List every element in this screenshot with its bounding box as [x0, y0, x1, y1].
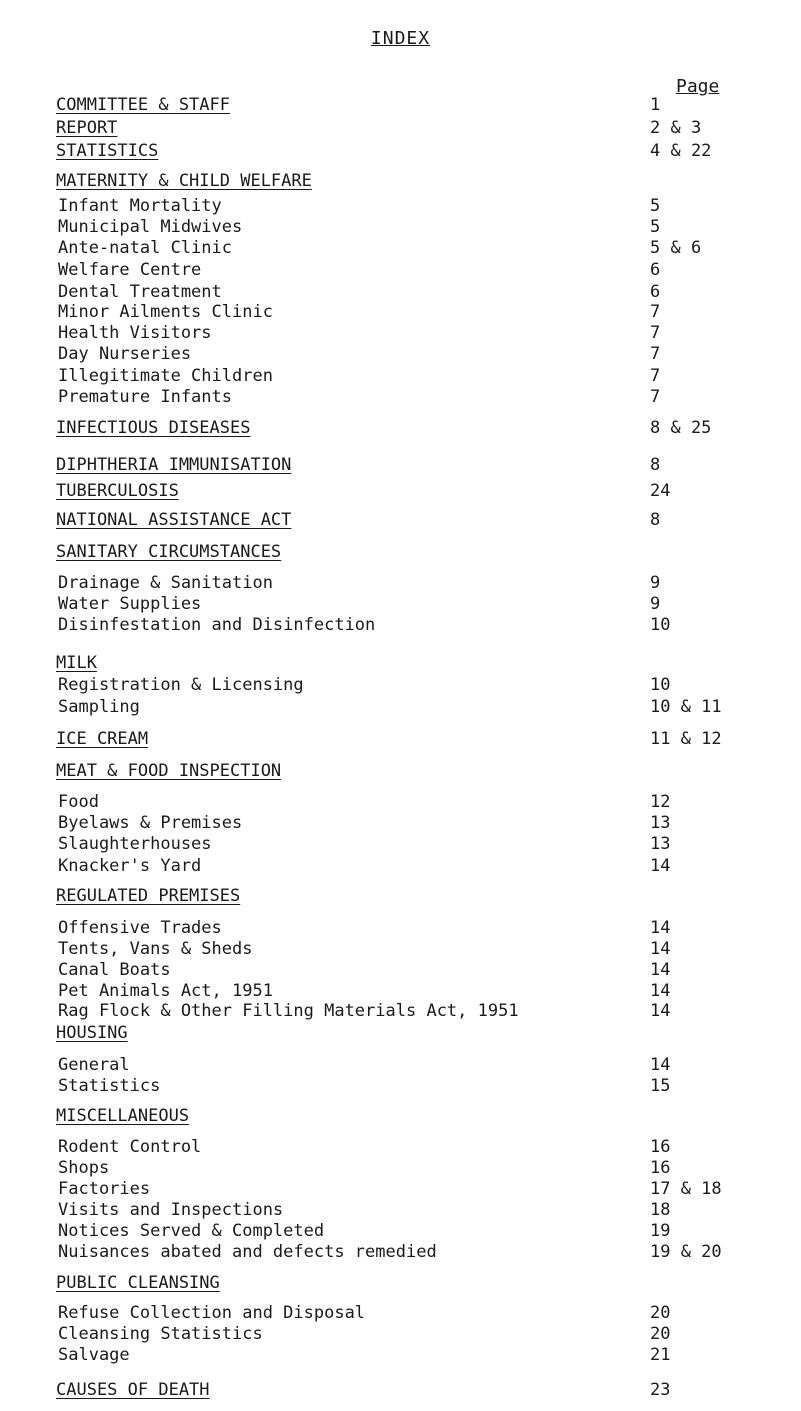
entry-label: Slaughterhouses: [58, 834, 212, 854]
page-number: 14: [650, 939, 671, 959]
entry-label: Tents, Vans & Sheds: [58, 939, 253, 959]
page-number: 10: [650, 615, 671, 635]
index-heading-row: [0, 455, 801, 479]
entry-label: Municipal Midwives: [58, 217, 243, 237]
index-heading-row: [0, 118, 801, 142]
index-heading-row: [0, 1380, 801, 1404]
entry-label: Infant Mortality: [58, 196, 222, 216]
page-number: 9: [650, 594, 661, 614]
index-entry-row: [0, 1076, 801, 1100]
entry-label: Minor Ailments Clinic: [58, 302, 273, 322]
index-entry-row: [0, 238, 801, 262]
page-number: 20: [650, 1303, 671, 1323]
page-number: 10 & 11: [650, 697, 722, 717]
entry-label: General: [58, 1055, 130, 1075]
entry-label: Welfare Centre: [58, 260, 202, 280]
section-heading: NATIONAL ASSISTANCE ACT: [56, 510, 292, 530]
page-number: 6: [650, 260, 661, 280]
page-number: 11 & 12: [650, 729, 722, 749]
index-entry-row: [0, 260, 801, 284]
section-heading: CAUSES OF DEATH: [56, 1380, 210, 1400]
index-heading-row: [0, 653, 801, 677]
index-entry-row: [0, 344, 801, 368]
page-number: 5: [650, 196, 661, 216]
index-entry-row: [0, 675, 801, 699]
entry-label: Pet Animals Act, 1951: [58, 981, 273, 1001]
section-heading: COMMITTEE & STAFF: [56, 95, 230, 115]
section-heading: ICE CREAM: [56, 729, 149, 749]
page-number: 8: [650, 455, 661, 475]
page-number: 4 & 22: [650, 141, 712, 161]
entry-label: Ante-natal Clinic: [58, 238, 232, 258]
page-number: 14: [650, 981, 671, 1001]
index-heading-row: [0, 1023, 801, 1047]
page-number: 21: [650, 1345, 671, 1365]
index-entry-row: [0, 1242, 801, 1266]
page-number: 14: [650, 918, 671, 938]
entry-label: Byelaws & Premises: [58, 813, 243, 833]
section-heading: INFECTIOUS DISEASES: [56, 418, 251, 438]
index-entry-row: [0, 1001, 801, 1025]
index-heading-row: [0, 95, 801, 119]
page-number: 16: [650, 1137, 671, 1157]
page-number: 20: [650, 1324, 671, 1344]
page-number: 10: [650, 675, 671, 695]
entry-label: Knacker's Yard: [58, 856, 202, 876]
entry-label: Water Supplies: [58, 594, 202, 614]
entry-label: Dental Treatment: [58, 282, 222, 302]
page-number: 6: [650, 282, 661, 302]
entry-label: Drainage & Sanitation: [58, 573, 273, 593]
entry-label: Premature Infants: [58, 387, 232, 407]
entry-label: Rodent Control: [58, 1137, 202, 1157]
page-number: 9: [650, 573, 661, 593]
section-heading: MISCELLANEOUS: [56, 1106, 190, 1126]
index-entry-row: [0, 615, 801, 639]
page-number: 19: [650, 1221, 671, 1241]
index-heading-row: [0, 729, 801, 753]
section-heading: PUBLIC CLEANSING: [56, 1273, 220, 1293]
section-heading: TUBERCULOSIS: [56, 481, 179, 501]
page-number: 2 & 3: [650, 118, 702, 138]
entry-label: Refuse Collection and Disposal: [58, 1303, 366, 1323]
page-number: 7: [650, 387, 661, 407]
page-number: 17 & 18: [650, 1179, 722, 1199]
entry-label: Canal Boats: [58, 960, 171, 980]
page-number: 1: [650, 95, 661, 115]
index-heading-row: [0, 418, 801, 442]
section-heading: REPORT: [56, 118, 118, 138]
index-heading-row: [0, 510, 801, 534]
entry-label: Day Nurseries: [58, 344, 192, 364]
section-heading: MILK: [56, 653, 97, 673]
index-entry-row: [0, 834, 801, 858]
page-number: 19 & 20: [650, 1242, 722, 1262]
section-heading: STATISTICS: [56, 141, 159, 161]
page-number: 14: [650, 960, 671, 980]
entry-label: Notices Served & Completed: [58, 1221, 325, 1241]
entry-label: Illegitimate Children: [58, 366, 273, 386]
page-number: 13: [650, 813, 671, 833]
page-number: 12: [650, 792, 671, 812]
entry-label: Visits and Inspections: [58, 1200, 284, 1220]
page-number: 5: [650, 217, 661, 237]
entry-label: Registration & Licensing: [58, 675, 304, 695]
page-number: 14: [650, 856, 671, 876]
page-number: 13: [650, 834, 671, 854]
entry-label: Disinfestation and Disinfection: [58, 615, 376, 635]
entry-label: Nuisances abated and defects remedied: [58, 1242, 437, 1262]
page-number: 24: [650, 481, 671, 501]
entry-label: Sampling: [58, 697, 140, 717]
page-number: 8: [650, 510, 661, 530]
page-number: 15: [650, 1076, 671, 1096]
entry-label: Rag Flock & Other Filling Materials Act, 1951: [58, 1001, 519, 1021]
page-number: 8 & 25: [650, 418, 712, 438]
index-entry-row: [0, 856, 801, 880]
page-number: 7: [650, 302, 661, 322]
section-heading: REGULATED PREMISES: [56, 886, 241, 906]
section-heading: MATERNITY & CHILD WELFARE: [56, 171, 312, 191]
entry-label: Health Visitors: [58, 323, 212, 343]
page-number: 16: [650, 1158, 671, 1178]
page-number: 14: [650, 1001, 671, 1021]
index-entry-row: [0, 387, 801, 411]
index-heading-row: [0, 542, 801, 566]
index-heading-row: [0, 141, 801, 165]
index-heading-row: [0, 886, 801, 910]
section-heading: MEAT & FOOD INSPECTION: [56, 761, 282, 781]
page-number: 5 & 6: [650, 238, 702, 258]
entry-label: Salvage: [58, 1345, 130, 1365]
page-column-header: Page: [676, 76, 720, 97]
index-heading-row: [0, 481, 801, 505]
section-heading: SANITARY CIRCUMSTANCES: [56, 542, 282, 562]
entry-label: Offensive Trades: [58, 918, 222, 938]
index-heading-row: [0, 1106, 801, 1130]
entry-label: Statistics: [58, 1076, 161, 1096]
page-number: 14: [650, 1055, 671, 1075]
index-entry-row: [0, 697, 801, 721]
entry-label: Factories: [58, 1179, 151, 1199]
index-heading-row: [0, 171, 801, 195]
page-title: INDEX: [370, 28, 431, 49]
page-number: 7: [650, 323, 661, 343]
page-number: 23: [650, 1380, 671, 1400]
index-heading-row: [0, 1273, 801, 1297]
entry-label: Food: [58, 792, 99, 812]
entry-label: Cleansing Statistics: [58, 1324, 263, 1344]
index-heading-row: [0, 761, 801, 785]
page-number: 18: [650, 1200, 671, 1220]
index-entry-row: [0, 1345, 801, 1369]
page-number: 7: [650, 344, 661, 364]
page-number: 7: [650, 366, 661, 386]
entry-label: Shops: [58, 1158, 110, 1178]
section-heading: DIPHTHERIA IMMUNISATION: [56, 455, 292, 475]
section-heading: HOUSING: [56, 1023, 128, 1043]
